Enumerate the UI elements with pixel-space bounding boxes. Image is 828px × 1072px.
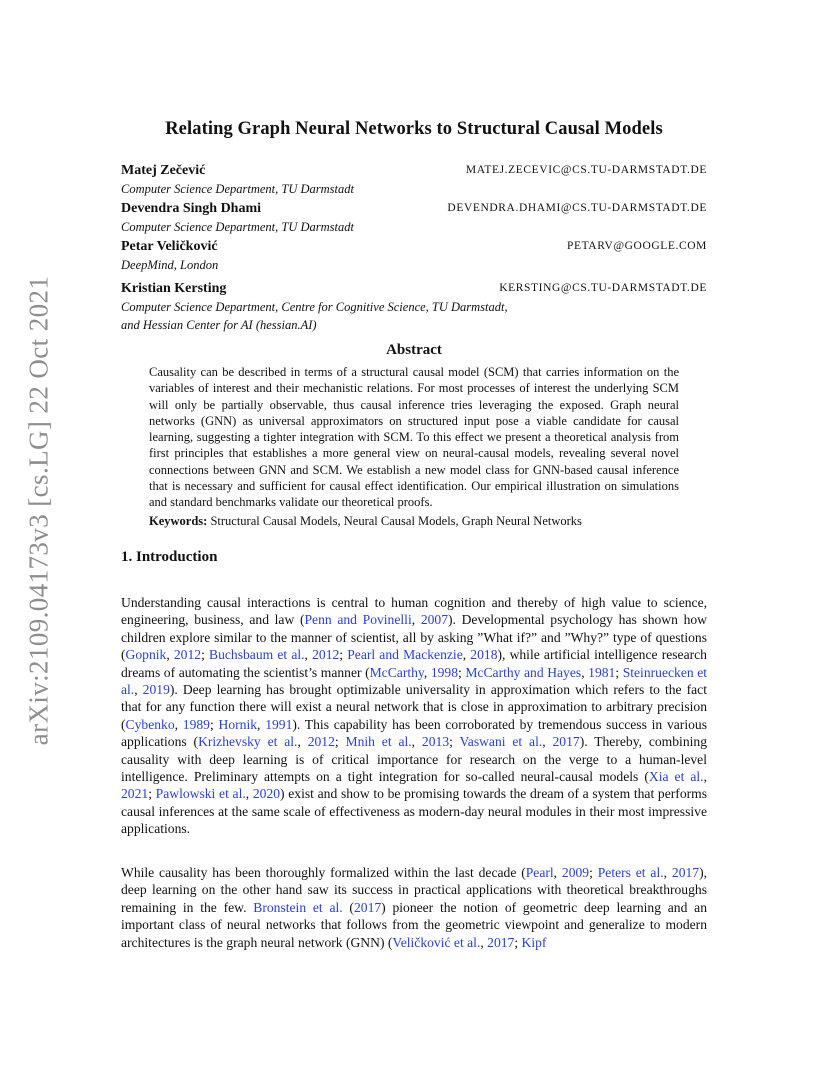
author-name: Kristian Kersting [121, 281, 227, 296]
paragraph-text: Understanding causal interactions is central to human cognition and thereby of high value to science, engineering, business, and law ( [121, 595, 707, 628]
citation-link[interactable]: Gopnik [125, 647, 167, 663]
citation-link[interactable]: Kipf [521, 934, 547, 950]
paragraph-text: , [134, 682, 143, 698]
abstract-heading: Abstract [386, 342, 442, 358]
paragraph-text: ) exist and show to be promising towards the dream of a system that performs causal inferences at the same scale of effectiveness as modern-day neural modules in their most impressive applications. [121, 786, 708, 837]
citation-link[interactable]: 1981 [588, 664, 616, 680]
paragraph-text: ), deep learning on the other hand saw its success in practical applications with theoretical breakthroughs remaining in the few. [121, 865, 708, 915]
paper-title: Relating Graph Neural Networks to Structural Causal Models [165, 119, 663, 139]
author-name: Petar Veličković [121, 239, 218, 254]
paragraph-text: , [462, 647, 471, 663]
citation-link[interactable]: 2017 [487, 934, 515, 950]
author-affiliation: Computer Science Department, Centre for Cognitive Science, TU Darmstadt, [121, 300, 508, 314]
citation-link[interactable]: Steinruecken et al. [121, 664, 708, 698]
citation-link[interactable]: Bronstein et al. [253, 899, 343, 915]
paragraph-text: , [423, 664, 431, 680]
citation-link[interactable]: Mnih et al. [345, 734, 412, 750]
citation-link[interactable]: Hornik [218, 716, 258, 732]
author-affiliation: DeepMind, London [121, 258, 219, 272]
paragraph-text: ). This capability has been corroborated by tremendous success in various applications ( [121, 716, 707, 750]
citation-link[interactable]: McCarthy and Hayes [465, 664, 582, 680]
paragraph-text: ; [201, 647, 209, 663]
citation-link[interactable]: 2019 [142, 682, 170, 698]
citation-link[interactable]: McCarthy [369, 664, 424, 680]
paragraph-text: ). Developmental psychology has shown how children explore similar to the manner of scientist, all by asking ”What if?” and ”Why?” type of questions ( [121, 612, 708, 663]
paragraph-text: ). Thereby, combining causality with deep learning is of critical importance for research on the verge to a human-level intelligence. Preliminary attempts on a tight integration for so-called neural-causal models ( [121, 734, 708, 785]
paragraph-text: , [304, 647, 313, 663]
paragraph-text: ) pioneer the notion of geometric deep learning and an important class of neural networks that follows from the geometric viewpoint and generalize to modern architectures is the graph neural network (GNN) ( [121, 899, 707, 950]
citation-link[interactable]: 2017 [671, 865, 700, 880]
author-name: Matej Zečević [121, 163, 206, 178]
citation-link[interactable]: Xia et al. [648, 769, 704, 785]
citation-link[interactable]: 1991 [265, 716, 293, 732]
paragraph-text: , [245, 786, 253, 802]
citation-link[interactable]: Penn and Povinelli [304, 612, 412, 628]
arxiv-side-identifier [17, 275, 61, 745]
citation-link[interactable]: 2018 [470, 647, 498, 663]
paragraph-text: , [542, 734, 553, 750]
citation-link[interactable]: 2017 [552, 734, 580, 750]
citation-link[interactable]: 2007 [420, 612, 448, 628]
citation-link[interactable]: Pearl and Mackenzie [347, 647, 463, 663]
citation-link[interactable]: 1998 [430, 664, 458, 680]
paragraph-text: , [411, 734, 422, 750]
paragraph-text: , [174, 716, 183, 732]
keywords-list: Structural Causal Models, Neural Causal Models, Graph Neural Networks [210, 514, 582, 528]
paragraph-text: ; [334, 734, 346, 750]
citation-link[interactable]: 2012 [307, 734, 335, 750]
paragraph-text: , [480, 934, 488, 950]
citation-link[interactable]: Cybenko [125, 716, 175, 732]
paragraph-text: ; [449, 734, 460, 750]
paragraph-text: ), while artificial intelligence research dreams of automating the scientist’s manner ( [121, 647, 707, 680]
citation-link[interactable]: 2012 [312, 647, 340, 663]
author-block-1 [121, 162, 707, 198]
author-block-4 [121, 280, 707, 334]
paragraph-text: ; [615, 664, 623, 680]
intro-paragraph-2 [121, 864, 707, 951]
citation-link[interactable]: Peters et al. [597, 865, 664, 880]
paragraph-text: , [166, 647, 174, 663]
citation-link[interactable]: 2017 [353, 899, 382, 915]
abstract-text: Causality can be described in terms of a structural causal model (SCM) that carries information on the variables of interest and their mechanistic relations. For most processes of interest the underlying SCM will only be partially observable, thus causal inference tries leveraging the exposed. Graph neural networks (GNN) as universal approximators on structured input pose a viable candidate for causal learning, suggesting a tighter integration with SCM. To this effect we present a theoretical analysis from first principles that establishes a more general view on neural-causal models, revealing several novel connections between GNN and SCM. We establish a new model class for GNN-based causal inference that is necessary and sufficient for causal effect identification. Our empirical illustration on simulations and standard benchmarks validate our theoretical proofs. [149, 365, 679, 510]
citation-link[interactable]: Pearl [525, 865, 554, 880]
author-affiliation-line2: and Hessian Center for AI (hessian.AI) [121, 318, 317, 332]
paragraph-text: ). Deep learning has brought optimizable universality in approximation which refers to the fact that for any function there will exist a neural network that is close in approximation to arbitrary precision ( [121, 682, 707, 732]
paragraph-text: , [553, 865, 562, 880]
citation-link[interactable]: 2009 [561, 865, 590, 880]
intro-paragraph-1 [121, 594, 707, 838]
citation-link[interactable]: Veličković et al. [392, 934, 481, 950]
paragraph-text: , [297, 734, 308, 750]
paragraph-text: While causality has been thoroughly formalized within the last decade ( [121, 865, 526, 880]
section-heading-introduction: 1. Introduction [121, 549, 218, 565]
paragraph-text: ; [148, 786, 156, 802]
author-block-2 [121, 200, 707, 236]
author-email[interactable]: MATEJ.ZECEVIC@CS.TU-DARMSTADT.DE [465, 164, 707, 176]
paragraph-text: , [663, 865, 672, 880]
paragraph-text: ( [342, 899, 354, 915]
author-block-3 [121, 238, 707, 274]
citation-link[interactable]: 2012 [173, 647, 202, 663]
author-affiliation: Computer Science Department, TU Darmstadt [121, 220, 354, 234]
paragraph-text: ; [514, 934, 522, 950]
citation-link[interactable]: Krizhevsky et al. [198, 734, 298, 750]
paragraph-text: ; [589, 865, 598, 880]
paragraph-text: ; [339, 647, 348, 663]
citation-link[interactable]: Pawlowski et al. [155, 786, 246, 802]
author-email[interactable]: DEVENDRA.DHAMI@CS.TU-DARMSTADT.DE [447, 202, 707, 214]
paragraph-text: , [411, 612, 421, 628]
paragraph-text: , [257, 716, 266, 732]
author-affiliation: Computer Science Department, TU Darmstadt [121, 182, 354, 196]
author-email[interactable]: PETARV@GOOGLE.COM [566, 240, 707, 252]
citation-link[interactable]: 2020 [252, 786, 281, 802]
paragraph-text: ; [458, 664, 466, 680]
paragraph-text: , [581, 664, 589, 680]
keywords-line [149, 513, 689, 529]
citation-link[interactable]: Vaswani et al. [459, 734, 543, 750]
citation-link[interactable]: Buchsbaum et al. [209, 647, 305, 663]
citation-link[interactable]: 1989 [182, 716, 210, 732]
author-name: Devendra Singh Dhami [121, 201, 262, 216]
paragraph-text: , [703, 769, 707, 785]
citation-link[interactable]: 2013 [421, 734, 450, 750]
author-email[interactable]: KERSTING@CS.TU-DARMSTADT.DE [499, 282, 707, 294]
paragraph-text: ; [209, 716, 219, 732]
citation-link[interactable]: 2021 [121, 786, 149, 802]
arxiv-id-text: arXiv:2109.04173v3 [cs.LG] 22 Oct 2021 [23, 275, 54, 745]
keywords-label: Keywords: [149, 514, 208, 528]
